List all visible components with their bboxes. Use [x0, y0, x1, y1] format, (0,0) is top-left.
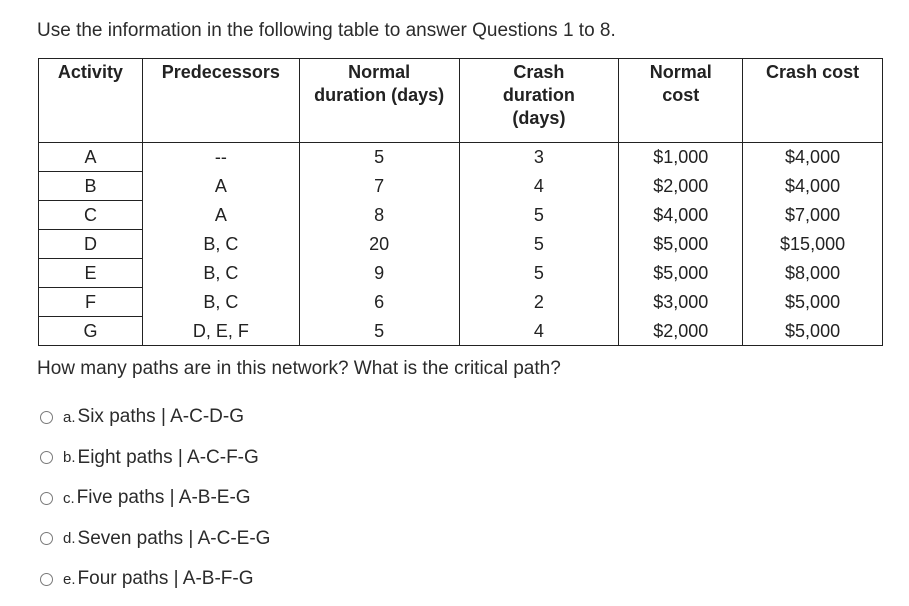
predecessors-cell: D, E, F [142, 317, 299, 346]
normal-cost-cell: $2,000 [619, 317, 743, 346]
activity-cell: D [39, 230, 143, 259]
option-letter: b. [63, 449, 76, 467]
activity-cell: F [39, 288, 143, 317]
header-activity: Activity [39, 59, 143, 143]
crash-cost-cell: $7,000 [743, 201, 883, 230]
normal-cost-cell: $5,000 [619, 230, 743, 259]
crash-cost-cell: $5,000 [743, 317, 883, 346]
normal-duration-cell: 7 [299, 172, 459, 201]
crash-duration-cell: 4 [459, 172, 619, 201]
normal-duration-cell: 5 [299, 143, 459, 172]
crash-duration-cell: 4 [459, 317, 619, 346]
predecessors-cell: A [142, 172, 299, 201]
header-predecessors: Predecessors [142, 59, 299, 143]
crash-duration-cell: 3 [459, 143, 619, 172]
table-row [39, 143, 883, 172]
option-d[interactable] [40, 519, 270, 560]
normal-cost-cell: $1,000 [619, 143, 743, 172]
crash-cost-cell: $4,000 [743, 143, 883, 172]
table-row [39, 288, 883, 317]
crash-cost-cell: $8,000 [743, 259, 883, 288]
crash-cost-cell: $15,000 [743, 230, 883, 259]
option-letter: d. [63, 530, 76, 548]
crash-duration-cell: 5 [459, 259, 619, 288]
predecessors-cell: B, C [142, 230, 299, 259]
intro-text: Use the information in the following table to answer Questions 1 to 8. [37, 20, 616, 41]
table-row [39, 230, 883, 259]
activity-cell: B [39, 172, 143, 201]
table-row [39, 201, 883, 230]
option-text: Seven paths | A-C-E-G [77, 527, 271, 549]
activity-cell: E [39, 259, 143, 288]
crash-cost-cell: $4,000 [743, 172, 883, 201]
table-header-row [39, 59, 883, 143]
predecessors-cell: A [142, 201, 299, 230]
predecessors-cell: B, C [142, 288, 299, 317]
normal-duration-cell: 6 [299, 288, 459, 317]
activity-cell: C [39, 201, 143, 230]
header-normal-duration: Normal duration (days) [299, 59, 459, 143]
option-letter: a. [63, 408, 76, 426]
table-row [39, 259, 883, 288]
normal-cost-cell: $3,000 [619, 288, 743, 317]
radio-button[interactable] [40, 492, 53, 505]
crash-cost-cell: $5,000 [743, 288, 883, 317]
option-text: Four paths | A-B-F-G [77, 568, 254, 590]
normal-duration-cell: 5 [299, 317, 459, 346]
table-row [39, 317, 883, 346]
radio-button[interactable] [40, 411, 53, 424]
question-text: How many paths are in this network? What is the critical path? [37, 358, 561, 379]
radio-button[interactable] [40, 532, 53, 545]
activity-cell: A [39, 143, 143, 172]
normal-duration-cell: 20 [299, 230, 459, 259]
option-a[interactable] [40, 397, 270, 438]
radio-button[interactable] [40, 451, 53, 464]
header-normal-cost: Normal cost [619, 59, 743, 143]
predecessors-cell: B, C [142, 259, 299, 288]
option-c[interactable] [40, 478, 270, 519]
option-text: Five paths | A-B-E-G [76, 487, 251, 509]
crash-duration-cell: 5 [459, 230, 619, 259]
option-text: Six paths | A-C-D-G [77, 406, 244, 428]
option-letter: c. [63, 489, 75, 507]
normal-duration-cell: 8 [299, 201, 459, 230]
activity-table [38, 58, 883, 346]
header-crash-cost: Crash cost [743, 59, 883, 143]
option-b[interactable] [40, 438, 270, 479]
answer-options [40, 397, 270, 600]
option-e[interactable] [40, 559, 270, 600]
radio-button[interactable] [40, 573, 53, 586]
activity-cell: G [39, 317, 143, 346]
crash-duration-cell: 5 [459, 201, 619, 230]
crash-duration-cell: 2 [459, 288, 619, 317]
header-crash-duration: Crash duration (days) [459, 59, 619, 143]
normal-duration-cell: 9 [299, 259, 459, 288]
predecessors-cell: -- [142, 143, 299, 172]
option-text: Eight paths | A-C-F-G [77, 446, 259, 468]
normal-cost-cell: $5,000 [619, 259, 743, 288]
option-letter: e. [63, 570, 76, 588]
table-row [39, 172, 883, 201]
normal-cost-cell: $4,000 [619, 201, 743, 230]
normal-cost-cell: $2,000 [619, 172, 743, 201]
